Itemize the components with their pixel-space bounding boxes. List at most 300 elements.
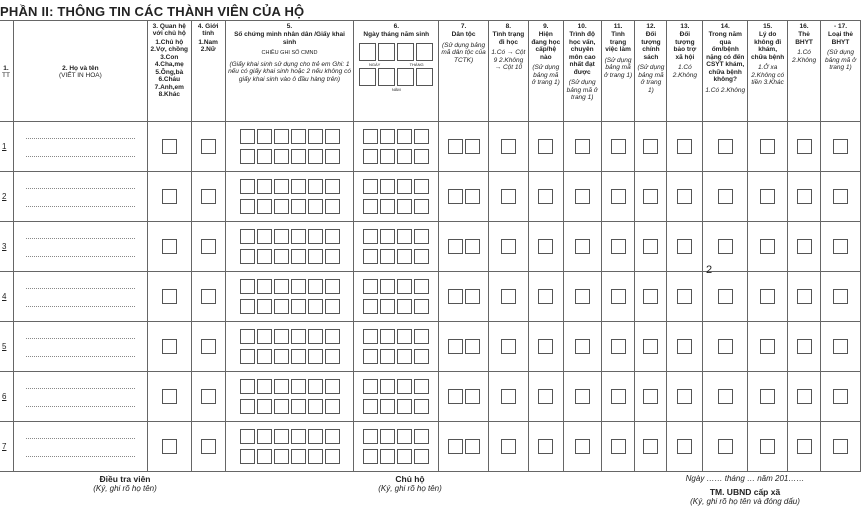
entry-box[interactable] [611, 289, 626, 304]
entry-box[interactable] [575, 189, 590, 204]
entry-box[interactable] [718, 139, 733, 154]
entry-box[interactable] [257, 149, 272, 164]
entry-box[interactable] [575, 289, 590, 304]
header-extra: CHIỀU GHI SỐ CMND [261, 50, 318, 57]
entry-box[interactable] [575, 339, 590, 354]
header-note: (Sử dụng bảng mã ở trang 1) [825, 49, 857, 72]
name-field[interactable] [13, 122, 147, 172]
entry-box[interactable] [308, 279, 323, 294]
entry-box[interactable] [325, 299, 340, 314]
entry-box[interactable] [274, 299, 289, 314]
entry-box[interactable] [240, 179, 255, 194]
entry-box[interactable] [501, 439, 516, 454]
entry-box[interactable] [291, 429, 306, 444]
table-cell [147, 372, 191, 422]
entry-box[interactable] [257, 179, 272, 194]
entry-box[interactable] [760, 339, 775, 354]
header-number: 2. Họ và tên [62, 64, 99, 72]
entry-box[interactable] [274, 149, 289, 164]
entry-box[interactable] [257, 349, 272, 364]
entry-box[interactable] [677, 439, 692, 454]
entry-box[interactable] [308, 249, 323, 264]
entry-box[interactable] [501, 389, 516, 404]
entry-box[interactable] [501, 289, 516, 304]
entry-box[interactable] [414, 179, 429, 194]
entry-box[interactable] [611, 139, 626, 154]
entry-box[interactable] [414, 429, 429, 444]
entry-box[interactable] [325, 229, 340, 244]
entry-box[interactable] [325, 449, 340, 464]
entry-box[interactable] [308, 229, 323, 244]
entry-box[interactable] [380, 129, 395, 144]
entry-box[interactable] [833, 289, 848, 304]
entry-box[interactable] [325, 379, 340, 394]
entry-box[interactable] [201, 189, 216, 204]
entry-box[interactable] [538, 389, 553, 404]
entry-box[interactable] [162, 139, 177, 154]
entry-box[interactable] [274, 199, 289, 214]
entry-box[interactable] [162, 239, 177, 254]
entry-box[interactable] [414, 329, 429, 344]
entry-box[interactable] [162, 339, 177, 354]
entry-box[interactable] [257, 199, 272, 214]
entry-box[interactable] [833, 239, 848, 254]
entry-box[interactable] [363, 399, 378, 414]
entry-box[interactable] [257, 129, 272, 144]
table-cell [354, 372, 439, 422]
table-cell [601, 222, 635, 272]
entry-box[interactable] [833, 339, 848, 354]
entry-box[interactable] [718, 239, 733, 254]
entry-box[interactable] [677, 139, 692, 154]
column-header-12 [635, 21, 667, 122]
name-field[interactable] [13, 372, 147, 422]
entry-box[interactable] [448, 339, 463, 354]
entry-box[interactable] [325, 349, 340, 364]
entry-box[interactable] [380, 229, 395, 244]
entry-box[interactable] [257, 379, 272, 394]
entry-box[interactable] [325, 149, 340, 164]
entry-box[interactable] [363, 199, 378, 214]
table-cell [563, 172, 601, 222]
entry-box[interactable] [538, 439, 553, 454]
entry-box[interactable] [643, 239, 658, 254]
table-cell [225, 272, 354, 322]
entry-box[interactable] [760, 389, 775, 404]
entry-box[interactable] [538, 239, 553, 254]
entry-box[interactable] [240, 279, 255, 294]
entry-box[interactable] [414, 129, 429, 144]
table-cell [667, 422, 703, 472]
header-text: Trình độ học vấn, chuyên môn cao nhất đạt được [568, 31, 596, 76]
entry-box[interactable] [397, 149, 412, 164]
entry-box[interactable] [162, 289, 177, 304]
header-text: Lý do không đi khám, chữa bệnh [751, 31, 785, 61]
entry-box[interactable] [833, 189, 848, 204]
entry-box[interactable] [308, 149, 323, 164]
entry-box[interactable] [611, 189, 626, 204]
entry-box[interactable] [363, 229, 378, 244]
entry-box[interactable] [448, 389, 463, 404]
entry-box[interactable] [240, 399, 255, 414]
entry-box[interactable] [414, 149, 429, 164]
entry-box[interactable] [397, 299, 412, 314]
entry-box[interactable] [465, 189, 480, 204]
entry-box[interactable] [718, 189, 733, 204]
entry-box[interactable] [501, 139, 516, 154]
household-head-label: Chủ hộ [395, 474, 425, 484]
entry-box[interactable] [240, 329, 255, 344]
entry-box[interactable] [414, 349, 429, 364]
entry-box[interactable] [291, 179, 306, 194]
entry-box[interactable] [240, 379, 255, 394]
entry-box[interactable] [397, 379, 412, 394]
entry-box[interactable] [274, 449, 289, 464]
entry-box[interactable] [291, 199, 306, 214]
entry-box[interactable] [291, 129, 306, 144]
entry-box[interactable] [643, 389, 658, 404]
table-cell [563, 322, 601, 372]
entry-box[interactable] [397, 429, 412, 444]
entry-box[interactable] [380, 199, 395, 214]
entry-box[interactable] [291, 229, 306, 244]
entry-box[interactable] [677, 189, 692, 204]
entry-box[interactable] [397, 199, 412, 214]
entry-box[interactable] [380, 449, 395, 464]
entry-box[interactable] [363, 449, 378, 464]
entry-box[interactable] [414, 399, 429, 414]
header-note: (Giấy khai sinh sử dụng cho trẻ em Ghi: 1 nếu có giấy khai sinh hoặc 2 nếu không có giấy khai sinh vào ô đầu hàng trên) [228, 60, 351, 83]
entry-box[interactable] [397, 399, 412, 414]
entry-box[interactable] [240, 429, 255, 444]
entry-box[interactable] [718, 439, 733, 454]
entry-box[interactable] [501, 189, 516, 204]
entry-box[interactable] [611, 389, 626, 404]
entry-box[interactable] [380, 429, 395, 444]
table-cell [635, 322, 667, 372]
entry-box[interactable] [643, 339, 658, 354]
entry-box[interactable] [760, 439, 775, 454]
entry-box[interactable] [465, 289, 480, 304]
entry-box[interactable] [274, 179, 289, 194]
name-field[interactable] [13, 322, 147, 372]
header-text: Đối tượng bảo trợ xã hội [673, 31, 697, 61]
entry-box[interactable] [414, 379, 429, 394]
table-cell [225, 222, 354, 272]
name-field[interactable] [13, 272, 147, 322]
entry-box[interactable] [448, 289, 463, 304]
entry-box[interactable] [363, 299, 378, 314]
header-number: 5. [286, 23, 293, 30]
entry-box[interactable] [611, 239, 626, 254]
entry-box[interactable] [397, 179, 412, 194]
entry-box[interactable] [538, 339, 553, 354]
entry-box[interactable] [308, 329, 323, 344]
table-cell [748, 322, 788, 372]
entry-box[interactable] [240, 149, 255, 164]
entry-box[interactable] [257, 299, 272, 314]
entry-box[interactable] [308, 199, 323, 214]
entry-box[interactable] [240, 449, 255, 464]
entry-box[interactable] [240, 199, 255, 214]
entry-box[interactable] [308, 399, 323, 414]
entry-box[interactable] [325, 249, 340, 264]
table-cell [635, 222, 667, 272]
entry-box[interactable] [397, 129, 412, 144]
entry-box[interactable] [760, 239, 775, 254]
entry-box[interactable] [201, 289, 216, 304]
table-cell [528, 372, 563, 422]
entry-box[interactable] [308, 449, 323, 464]
entry-box[interactable] [308, 349, 323, 364]
entry-box[interactable] [201, 239, 216, 254]
entry-box[interactable] [162, 439, 177, 454]
header-number: 3. Quan hệ với chủ hộ [152, 23, 186, 38]
entry-box[interactable] [201, 339, 216, 354]
table-cell [439, 222, 489, 272]
entry-box[interactable] [325, 129, 340, 144]
entry-box[interactable] [797, 139, 812, 154]
entry-box[interactable] [833, 139, 848, 154]
entry-box[interactable] [291, 299, 306, 314]
table-cell [821, 122, 861, 172]
entry-box[interactable] [240, 299, 255, 314]
entry-box[interactable] [833, 439, 848, 454]
entry-box[interactable] [465, 389, 480, 404]
entry-box[interactable] [201, 389, 216, 404]
entry-box[interactable] [363, 179, 378, 194]
entry-box[interactable] [308, 129, 323, 144]
entry-box[interactable] [538, 289, 553, 304]
header-note: 1.Có 2.Không [705, 86, 746, 94]
entry-box[interactable] [643, 139, 658, 154]
entry-box[interactable] [501, 339, 516, 354]
entry-box[interactable] [414, 249, 429, 264]
entry-box[interactable] [363, 329, 378, 344]
entry-box[interactable] [257, 399, 272, 414]
entry-box[interactable] [363, 249, 378, 264]
entry-box[interactable] [760, 189, 775, 204]
entry-box[interactable] [397, 249, 412, 264]
entry-box[interactable] [274, 129, 289, 144]
entry-box[interactable] [643, 289, 658, 304]
entry-box[interactable] [363, 379, 378, 394]
entry-box[interactable] [274, 399, 289, 414]
entry-box[interactable] [575, 389, 590, 404]
header-note: (Sử dụng bảng mã ở trang 1) [531, 64, 560, 87]
entry-box[interactable] [718, 289, 733, 304]
entry-box[interactable] [274, 249, 289, 264]
entry-box[interactable] [718, 339, 733, 354]
column-header-4 [191, 21, 225, 122]
entry-box[interactable] [397, 449, 412, 464]
entry-box[interactable] [257, 229, 272, 244]
entry-box[interactable] [575, 239, 590, 254]
entry-box[interactable] [677, 339, 692, 354]
entry-box[interactable] [325, 329, 340, 344]
entry-box[interactable] [162, 389, 177, 404]
entry-box[interactable] [465, 439, 480, 454]
entry-box[interactable] [414, 279, 429, 294]
entry-box[interactable] [257, 249, 272, 264]
entry-box[interactable] [575, 439, 590, 454]
entry-box[interactable] [397, 329, 412, 344]
entry-box[interactable] [501, 239, 516, 254]
entry-box[interactable] [677, 239, 692, 254]
table-cell [191, 422, 225, 472]
entry-box[interactable] [201, 139, 216, 154]
entry-box[interactable] [308, 179, 323, 194]
entry-box[interactable] [380, 329, 395, 344]
entry-box[interactable] [797, 189, 812, 204]
entry-box[interactable] [308, 429, 323, 444]
entry-box[interactable] [363, 279, 378, 294]
header-number: 13. [680, 23, 690, 30]
table-cell [601, 322, 635, 372]
entry-box[interactable] [240, 129, 255, 144]
row-number: 2 [0, 172, 13, 222]
entry-box[interactable] [291, 329, 306, 344]
entry-box[interactable] [643, 189, 658, 204]
entry-box[interactable] [325, 199, 340, 214]
entry-box[interactable] [274, 379, 289, 394]
table-row [0, 372, 861, 422]
name-field[interactable] [13, 422, 147, 472]
header-text: 1.Chủ hộ 2.Vợ, chồng 3.Con 4.Cha,mẹ 5.Ông,bà 6.Cháu 7.Anh,em 8.Khác [150, 38, 189, 99]
name-field[interactable] [13, 172, 147, 222]
header-number: 11. [613, 23, 623, 30]
entry-box[interactable] [240, 349, 255, 364]
entry-box[interactable] [414, 299, 429, 314]
entry-box[interactable] [363, 149, 378, 164]
entry-box[interactable] [363, 129, 378, 144]
entry-box[interactable] [718, 389, 733, 404]
entry-box[interactable] [448, 189, 463, 204]
entry-box[interactable] [448, 239, 463, 254]
entry-box[interactable] [414, 229, 429, 244]
table-cell [191, 372, 225, 422]
header-number: 10. [577, 23, 587, 30]
entry-box[interactable] [325, 179, 340, 194]
table-cell [635, 372, 667, 422]
table-cell [439, 172, 489, 222]
entry-box[interactable] [201, 439, 216, 454]
entry-box[interactable] [291, 249, 306, 264]
entry-box[interactable] [274, 429, 289, 444]
name-field[interactable] [13, 222, 147, 272]
entry-box[interactable] [291, 449, 306, 464]
entry-box[interactable] [538, 189, 553, 204]
entry-box[interactable] [274, 279, 289, 294]
entry-box[interactable] [797, 389, 812, 404]
entry-box[interactable] [380, 299, 395, 314]
entry-box[interactable] [465, 139, 480, 154]
entry-box[interactable] [448, 139, 463, 154]
table-cell [488, 272, 528, 322]
entry-box[interactable] [465, 339, 480, 354]
column-header-15 [748, 21, 788, 122]
entry-box[interactable] [797, 239, 812, 254]
table-cell [821, 372, 861, 422]
entry-box[interactable] [677, 389, 692, 404]
entry-box[interactable] [380, 399, 395, 414]
entry-box[interactable] [760, 139, 775, 154]
entry-box[interactable] [291, 149, 306, 164]
entry-box[interactable] [257, 279, 272, 294]
entry-box[interactable] [414, 449, 429, 464]
entry-box[interactable] [363, 429, 378, 444]
entry-box[interactable] [291, 349, 306, 364]
entry-box[interactable] [325, 399, 340, 414]
entry-box[interactable] [291, 379, 306, 394]
table-cell [191, 322, 225, 372]
entry-box[interactable] [677, 289, 692, 304]
entry-box[interactable] [325, 429, 340, 444]
entry-box[interactable] [397, 229, 412, 244]
header-number: - 17. [834, 23, 848, 30]
entry-box[interactable] [363, 349, 378, 364]
table-cell [528, 322, 563, 372]
row-number: 1 [0, 122, 13, 172]
entry-box[interactable] [465, 239, 480, 254]
entry-box[interactable] [448, 439, 463, 454]
entry-box[interactable] [257, 429, 272, 444]
entry-box[interactable] [240, 229, 255, 244]
header-text: Tình trạng đi học [492, 31, 525, 46]
table-cell [439, 272, 489, 322]
entry-box[interactable] [611, 339, 626, 354]
entry-box[interactable] [380, 279, 395, 294]
entry-box[interactable] [274, 229, 289, 244]
entry-box[interactable] [291, 279, 306, 294]
entry-box[interactable] [291, 399, 306, 414]
table-cell [821, 322, 861, 372]
entry-box[interactable] [414, 199, 429, 214]
entry-box[interactable] [308, 379, 323, 394]
entry-box[interactable] [274, 329, 289, 344]
entry-box[interactable] [380, 179, 395, 194]
entry-box[interactable] [611, 439, 626, 454]
entry-box[interactable] [325, 279, 340, 294]
entry-box[interactable] [257, 449, 272, 464]
entry-box[interactable] [760, 289, 775, 304]
entry-box[interactable] [240, 249, 255, 264]
column-header-14 [703, 21, 748, 122]
entry-box[interactable] [538, 139, 553, 154]
entry-box[interactable] [797, 289, 812, 304]
entry-box[interactable] [380, 349, 395, 364]
entry-box[interactable] [380, 379, 395, 394]
table-cell [528, 272, 563, 322]
entry-box[interactable] [797, 339, 812, 354]
entry-box[interactable] [833, 389, 848, 404]
entry-box[interactable] [162, 189, 177, 204]
column-header-9 [528, 21, 563, 122]
entry-box[interactable] [575, 139, 590, 154]
entry-box[interactable] [274, 349, 289, 364]
entry-box[interactable] [397, 279, 412, 294]
entry-box[interactable] [380, 149, 395, 164]
table-cell [667, 272, 703, 322]
entry-box[interactable] [308, 299, 323, 314]
header-text: Tình trạng việc làm [605, 31, 631, 54]
entry-box[interactable] [643, 439, 658, 454]
entry-box[interactable] [797, 439, 812, 454]
header-number: 9. [543, 23, 549, 30]
entry-box[interactable] [380, 249, 395, 264]
entry-box[interactable] [397, 349, 412, 364]
entry-box[interactable] [257, 329, 272, 344]
